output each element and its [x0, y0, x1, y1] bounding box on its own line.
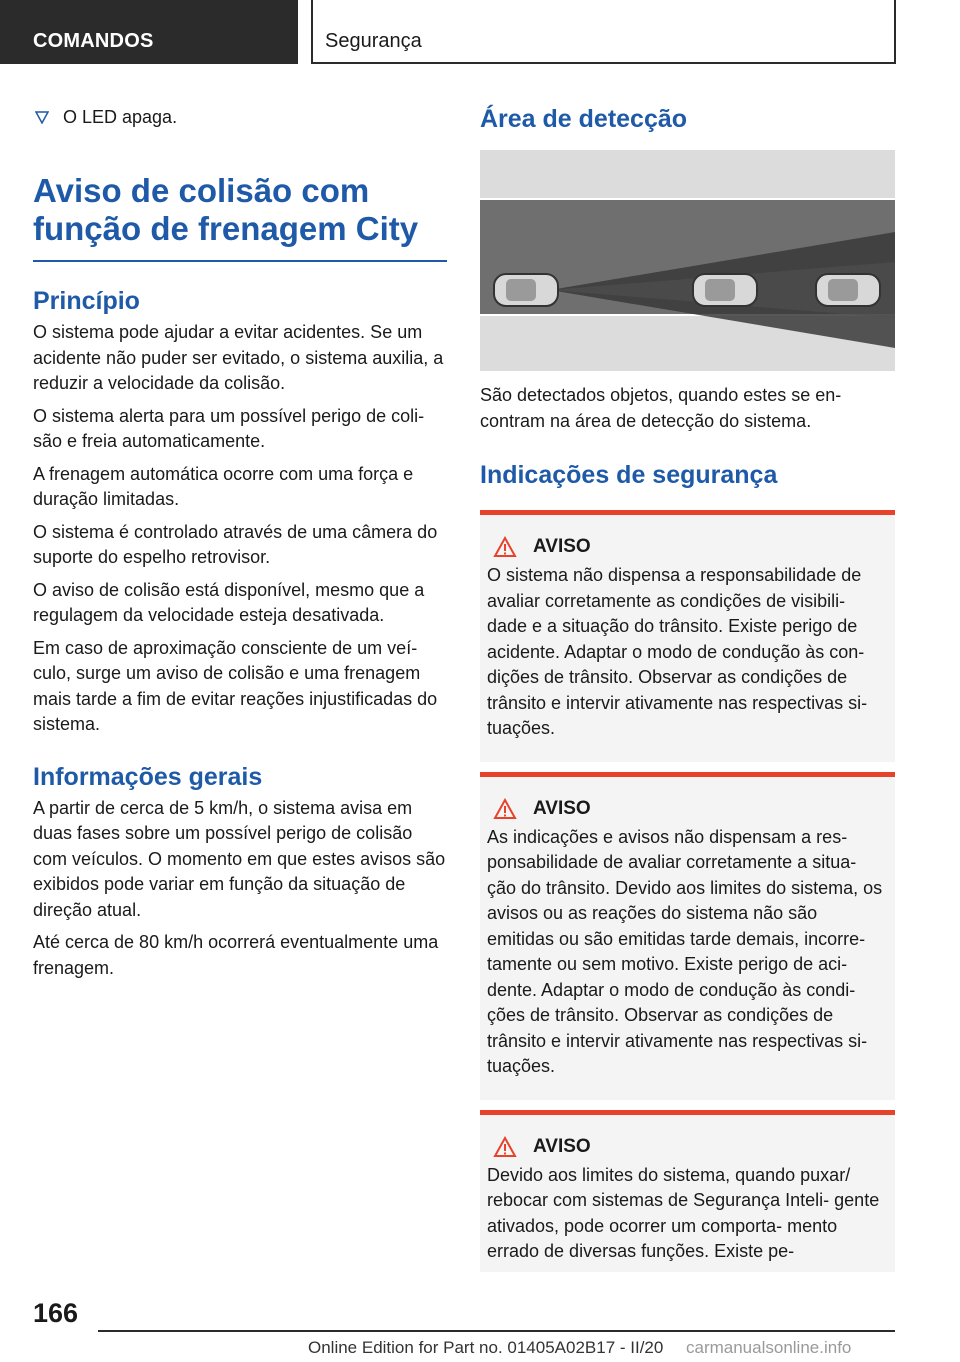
detection-heading: Área de detecção [480, 105, 688, 133]
paragraph: A partir de cerca de 5 km/h, o sistema avisa em duas fases sobre um possível perigo de colisão com veículos. O momento em que estes avisos são exibidos pode variar em função da situação de direção atual. [33, 797, 446, 920]
page-title [33, 172, 447, 262]
header-chapter-label: Segurança [325, 30, 422, 52]
car-own-icon [494, 274, 558, 306]
principle-heading: Princípio [33, 287, 140, 315]
page-number: 166 [33, 1298, 79, 1328]
paragraph: Até cerca de 80 km/h ocorrerá eventualmente uma frenagem. [33, 932, 439, 978]
paragraph: O aviso de colisão está disponível, mesmo que a regulagem da velocidade esteja desativada. [33, 579, 425, 625]
header-chapter-tab [311, 0, 896, 64]
general-info-heading: Informações gerais [33, 762, 263, 791]
warning-text: Devido aos limites do sistema, quando puxar/ rebocar com sistemas de Segurança Inteli‐ gente ativados, pode ocorrer um comporta‐ mento errado de diversas funções. Existe pe‐ [487, 1164, 880, 1261]
triangle-bullet-icon [35, 110, 49, 124]
paragraph: O sistema é controlado através de uma câmera do suporte do espelho retrovisor. [33, 521, 438, 567]
detection-area-illustration [480, 150, 895, 371]
footer-divider [98, 1330, 895, 1332]
warning-triangle-icon [493, 536, 517, 558]
paragraph: O sistema alerta para um possível perigo de coli‐ são e freia automaticamente. [33, 405, 425, 451]
detection-area-diagram [480, 150, 895, 371]
detection-description: São detectados objetos, quando estes se en‐ contram na área de detecção do sistema. [480, 385, 842, 431]
paragraph: O sistema pode ajudar a evitar acidentes. Se um acidente não puder ser evitado, o sistema auxilia, a reduzir a velocidade da colisão. [33, 322, 444, 393]
bullet-text: O LED apaga. [63, 107, 178, 127]
warning-box [480, 1110, 895, 1272]
right-column [480, 104, 895, 1272]
safety-heading: Indicações de segurança [480, 461, 778, 489]
footer-edition: Online Edition for Part no. 01405A02B17 - II/20 [308, 1338, 664, 1357]
car-detected-icon [816, 274, 880, 306]
header-section-label: COMANDOS [33, 30, 154, 52]
page-title-line1: Aviso de colisão com [33, 172, 370, 209]
warning-title-text: AVISO [533, 1135, 591, 1157]
warning-text: As indicações e avisos não dispensam a res‐ ponsabilidade de avaliar corretamente a situa‐ ção do trânsito. Devido aos limites do sistema, os avisos ou as reações do sistema não são emitidas ou são emitidas tarde demais, incorre‐ tamente ou sem motivo. Existe perigo de aci‐ dente. Adaptar o modo de condução às condi‐ ções de trânsito. Observar as condições de trânsito e intervir ativamente nas respectivas si‐ tuações. [487, 826, 883, 1076]
warning-box [480, 772, 895, 1100]
warning-title [493, 797, 887, 821]
paragraph: A frenagem automática ocorre com uma força e duração limitadas. [33, 463, 414, 509]
warning-triangle-icon [493, 1136, 517, 1158]
list-item [33, 104, 447, 130]
paragraph: Em caso de aproximação consciente de um veí‐ culo, surge um aviso de colisão e uma frenagem mais tarde a fim de evitar reações injustificadas do sistema. [33, 637, 438, 734]
warning-triangle-icon [493, 798, 517, 820]
warning-title [493, 1135, 887, 1159]
warning-text: O sistema não dispensa a responsabilidade de avaliar corretamente as condições de visibili‐ dade e a situação do trânsito. Existe perigo de acidente. Adaptar o modo de condução às con‐ dições de trânsito. Observar as condições de trânsito e intervir ativamente nas respectivas si‐ tuações. [487, 565, 868, 738]
warning-title-text: AVISO [533, 797, 591, 819]
header-section-tab [0, 0, 298, 64]
warning-box [480, 510, 895, 762]
warning-title-text: AVISO [533, 536, 591, 557]
warning-title [493, 535, 887, 559]
left-column [33, 104, 447, 981]
page-title-line2: função de frenagem City [33, 210, 419, 247]
car-detected-icon [693, 274, 757, 306]
footer-watermark: carmanualsonline.info [686, 1338, 852, 1357]
